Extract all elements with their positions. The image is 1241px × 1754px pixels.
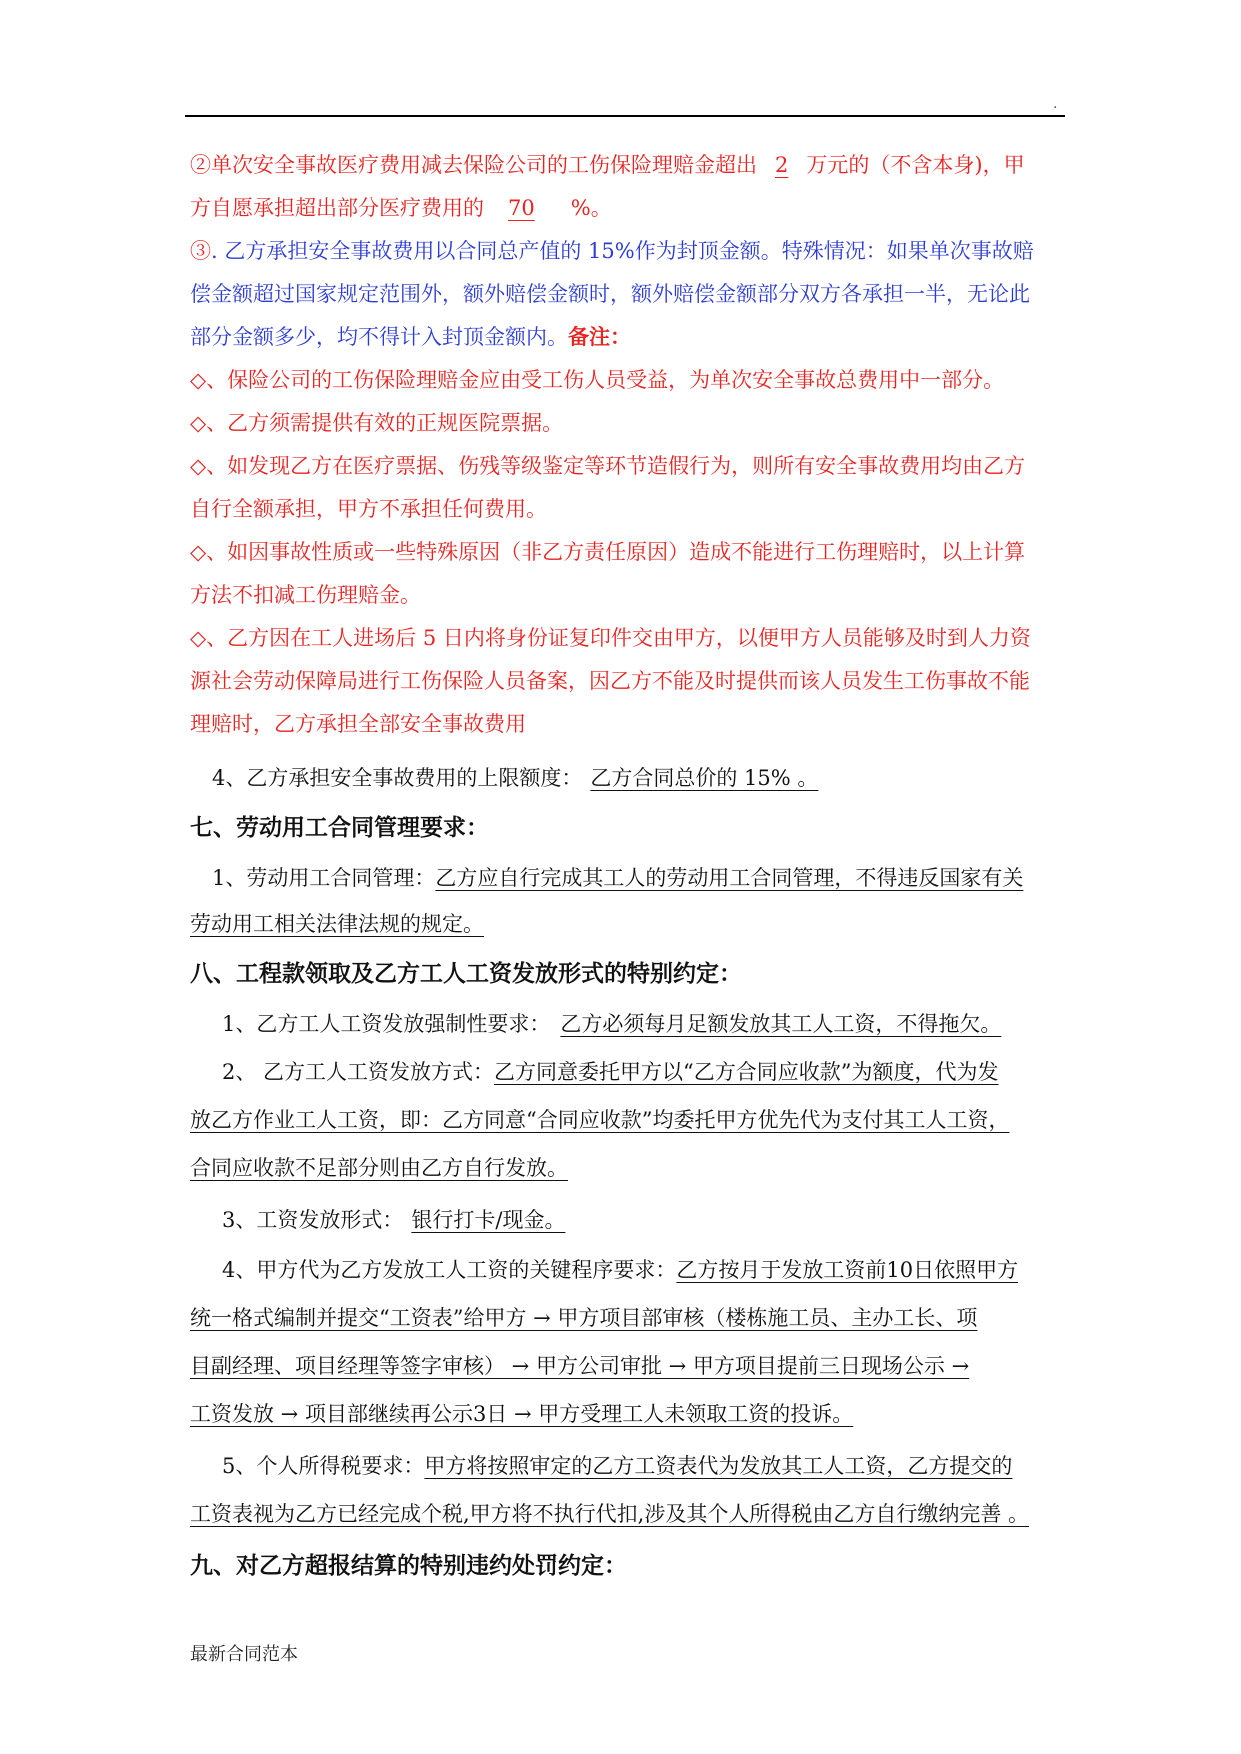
section7-heading: 七、劳动用工合同管理要求： — [190, 814, 489, 841]
section8-item5-line2: 工资表视为乙方已经完成个税,甲方将不执行代扣,涉及其个人所得税由乙方自行缴纳完善 。 — [190, 1502, 1030, 1526]
note-4-line2: 方法不扣减工伤理赔金。 — [190, 583, 421, 607]
item3-mark: ③ — [190, 239, 211, 263]
section8-item4-line3: 目副经理、项目经理等签字审核） → 甲方公司审批 → 甲方项目提前三日现场公示 → — [190, 1354, 970, 1378]
item4-value: 乙方合同总价的 15% 。 — [590, 766, 819, 790]
item3-line3 — [190, 317, 631, 357]
item4-limit — [212, 758, 826, 798]
section8-item2-line2: 放乙方作业工人工资，即：乙方同意“合同应收款”均委托甲方优先代为支付其工人工资， — [190, 1108, 1010, 1132]
item2-text-a: ②单次安全事故医疗费用减去保险公司的工伤保险理赔金超出 — [190, 153, 757, 177]
section8-item4-line2: 统一格式编制并提交“工资表”给甲方 → 甲方项目部审核（楼栋施工员、主办工长、项 — [190, 1306, 978, 1330]
note-5-line3: 理赔时，乙方承担全部安全事故费用 — [190, 712, 526, 736]
item2-amount: 2 — [775, 153, 789, 177]
section7-item1-text1: 乙方应自行完成其工人的劳动用工合同管理，不得违反国家有关 — [435, 866, 1024, 890]
header-rule — [185, 115, 1065, 117]
item2-percent: 70 — [508, 196, 535, 220]
section8-item1-label: 1、乙方工人工资发放强制性要求： — [222, 1012, 551, 1036]
item3-text-1: . 乙方承担安全事故费用以合同总产值的 15%作为封顶金额。特殊情况：如果单次事故赔 — [211, 239, 1034, 263]
section7-item1-line1 — [212, 858, 1023, 898]
section7-item1-line2: 劳动用工相关法律法规的规定。 — [190, 912, 484, 936]
note-5-line2: 源社会劳动保障局进行工伤保险人员备案，因乙方不能及时提供而该人员发生工伤事故不能 — [190, 669, 1030, 693]
section8-item2-label: 2、 乙方工人工资发放方式： — [222, 1060, 495, 1084]
note-2: ◇、乙方须需提供有效的正规医院票据。 — [190, 411, 564, 435]
section8-item2-line3: 合同应收款不足部分则由乙方自行发放。 — [190, 1156, 568, 1180]
note-3-line2: 自行全额承担，甲方不承担任何费用。 — [190, 497, 547, 521]
section8-item1-value: 乙方必须每月足额发放其工人工资，不得拖欠。 — [560, 1012, 1002, 1036]
item3-text-3: 部分金额多少，均不得计入封顶金额内。 — [190, 325, 568, 349]
page-footer: 最新合同范本 — [190, 1644, 298, 1665]
section7-item1-label: 1、劳动用工合同管理： — [212, 866, 436, 890]
section9-heading: 九、对乙方超报结算的特别违约处罚约定： — [190, 1552, 627, 1579]
section8-item4-label: 4、甲方代为乙方发放工人工资的关键程序要求： — [222, 1258, 677, 1282]
section8-item3-value: 银行打卡/现金。 — [411, 1208, 566, 1232]
note-1: ◇、保险公司的工伤保险理赔金应由受工伤人员受益，为单次安全事故总费用中一部分。 — [190, 368, 1005, 392]
remark-label: 备注： — [568, 324, 631, 349]
section8-item4-text1: 乙方按月于发放工资前10日依照甲方 — [676, 1258, 1019, 1282]
note-4-line1: ◇、如因事故性质或一些特殊原因（非乙方责任原因）造成不能进行工伤理赔时，以上计算 — [190, 540, 1026, 564]
section8-item4-line4: 工资发放 → 项目部继续再公示3日 → 甲方受理工人未领取工资的投诉。 — [190, 1402, 854, 1426]
section8-item5-label: 5、个人所得税要求： — [222, 1454, 425, 1478]
section8-item4-line1 — [222, 1250, 1018, 1290]
note-3-line1: ◇、如发现乙方在医疗票据、伤残等级鉴定等环节造假行为，则所有安全事故费用均由乙方 — [190, 454, 1026, 478]
section8-item1 — [222, 1004, 1011, 1044]
section8-item3-label: 3、工资发放形式： — [222, 1208, 404, 1232]
section8-item2-text1: 乙方同意委托甲方以“乙方合同应收款”为额度，代为发 — [494, 1060, 999, 1084]
item2-line2 — [190, 188, 612, 228]
item2-text-b: 万元的（不含本身)，甲 — [806, 153, 1025, 177]
section8-item3 — [222, 1200, 573, 1240]
item3-line1 — [190, 231, 1034, 271]
item2-text-d: %。 — [570, 196, 612, 220]
header-mark: . — [1053, 96, 1058, 112]
item3-line2: 偿金额超过国家规定范围外，额外赔偿金额时，额外赔偿金额部分双方各承担一半，无论此 — [190, 282, 1030, 306]
section8-item2-line1 — [222, 1052, 999, 1092]
section8-heading: 八、工程款领取及乙方工人工资发放形式的特别约定： — [190, 960, 742, 987]
note-5-line1: ◇、乙方因在工人进场后 5 日内将身份证复印件交由甲方，以便甲方人员能够及时到人力资 — [190, 626, 1031, 650]
item4-label: 4、乙方承担安全事故费用的上限额度： — [212, 766, 583, 790]
section8-item5-line1 — [222, 1446, 1012, 1486]
item2-line1 — [190, 145, 1025, 185]
section8-item5-text1: 甲方将按照审定的乙方工资表代为发放其工人工资，乙方提交的 — [424, 1454, 1013, 1478]
item2-text-c: 方自愿承担超出部分医疗费用的 — [190, 196, 484, 220]
